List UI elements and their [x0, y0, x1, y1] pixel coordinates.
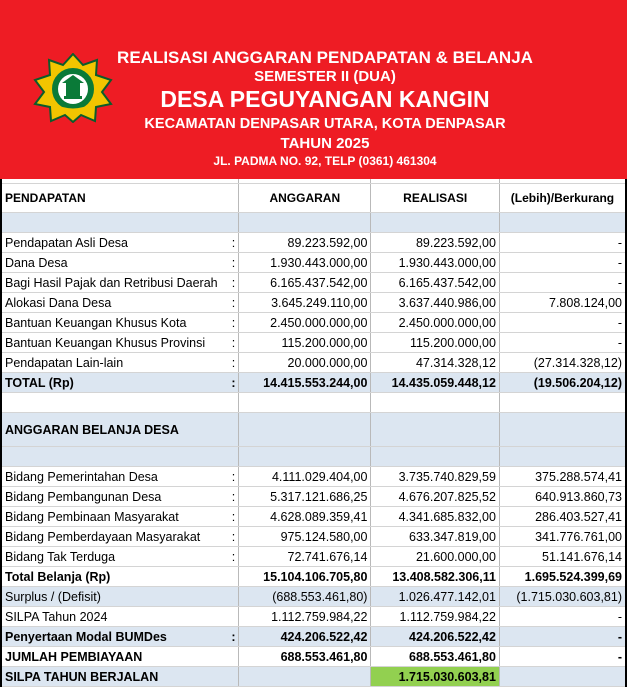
anggaran-value: 89.223.592,00 — [239, 233, 371, 253]
row-colon: : — [229, 253, 239, 273]
row-label: Bantuan Keuangan Khusus Provinsi — [1, 333, 229, 353]
anggaran-value: 1.930.443.000,00 — [239, 253, 371, 273]
realisasi-value: 3.637.440.986,00 — [371, 293, 499, 313]
anggaran-value: 15.104.106.705,80 — [239, 567, 371, 587]
column-header-row — [1, 184, 626, 213]
anggaran-value: 5.317.121.686,25 — [239, 487, 371, 507]
column-header-anggaran: ANGGARAN — [239, 184, 371, 213]
anggaran-value: 20.000.000,00 — [239, 353, 371, 373]
budget-table — [0, 179, 627, 687]
table-row — [1, 253, 626, 273]
belanja-section-title: ANGGARAN BELANJA DESA — [1, 413, 229, 447]
row-colon: : — [229, 233, 239, 253]
anggaran-value: 115.200.000,00 — [239, 333, 371, 353]
spacer-row — [1, 447, 626, 467]
row-colon: : — [229, 293, 239, 313]
anggaran-value: 688.553.461,80 — [239, 647, 371, 667]
selisih-value: (1.715.030.603,81) — [499, 587, 626, 607]
selisih-value: - — [499, 253, 626, 273]
anggaran-value: 975.124.580,00 — [239, 527, 371, 547]
table-row — [1, 507, 626, 527]
row-label: Surplus / (Defisit) — [1, 587, 229, 607]
row-label: Bantuan Keuangan Khusus Kota — [1, 313, 229, 333]
table-row — [1, 567, 626, 587]
row-colon — [229, 667, 239, 687]
realisasi-value: 115.200.000,00 — [371, 333, 499, 353]
realisasi-value: 1.112.759.984,22 — [371, 607, 499, 627]
selisih-value: 7.808.124,00 — [499, 293, 626, 313]
address-line: JL. PADMA NO. 92, TELP (0361) 461304 — [213, 154, 437, 168]
table-row — [1, 333, 626, 353]
realisasi-value: 1.930.443.000,00 — [371, 253, 499, 273]
anggaran-value: 14.415.553.244,00 — [239, 373, 371, 393]
column-header-realisasi: REALISASI — [371, 184, 499, 213]
selisih-value: - — [499, 607, 626, 627]
report-title: REALISASI ANGGARAN PENDAPATAN & BELANJA — [117, 48, 533, 67]
row-label: Alokasi Dana Desa — [1, 293, 229, 313]
selisih-value: 640.913.860,73 — [499, 487, 626, 507]
row-colon: : — [229, 313, 239, 333]
realisasi-value: 4.341.685.832,00 — [371, 507, 499, 527]
row-colon — [229, 567, 239, 587]
table-row — [1, 667, 626, 687]
selisih-value: - — [499, 627, 626, 647]
selisih-value: 341.776.761,00 — [499, 527, 626, 547]
row-label: Pendapatan Asli Desa — [1, 233, 229, 253]
anggaran-value — [239, 667, 371, 687]
anggaran-value: 4.628.089.359,41 — [239, 507, 371, 527]
table-row — [1, 273, 626, 293]
selisih-value: - — [499, 233, 626, 253]
row-label: Bidang Tak Terduga — [1, 547, 229, 567]
table-row — [1, 373, 626, 393]
spacer-row — [1, 213, 626, 233]
table-row — [1, 353, 626, 373]
selisih-value: - — [499, 273, 626, 293]
row-label: Total Belanja (Rp) — [1, 567, 229, 587]
realisasi-value: 424.206.522,42 — [371, 627, 499, 647]
table-row — [1, 487, 626, 507]
row-colon — [229, 607, 239, 627]
table-row — [1, 547, 626, 567]
selisih-value: (19.506.204,12) — [499, 373, 626, 393]
selisih-value: - — [499, 647, 626, 667]
realisasi-value: 4.676.207.825,52 — [371, 487, 499, 507]
selisih-value: 375.288.574,41 — [499, 467, 626, 487]
table-row — [1, 313, 626, 333]
table-row — [1, 293, 626, 313]
anggaran-value: 72.741.676,14 — [239, 547, 371, 567]
realisasi-value: 3.735.740.829,59 — [371, 467, 499, 487]
row-label: SILPA TAHUN BERJALAN — [1, 667, 229, 687]
realisasi-value: 14.435.059.448,12 — [371, 373, 499, 393]
table-row — [1, 467, 626, 487]
row-label: Bidang Pembangunan Desa — [1, 487, 229, 507]
row-label: Bidang Pembinaan Masyarakat — [1, 507, 229, 527]
anggaran-value: 2.450.000.000,00 — [239, 313, 371, 333]
realisasi-value: 1.026.477.142,01 — [371, 587, 499, 607]
table-row — [1, 587, 626, 607]
row-colon: : — [229, 373, 239, 393]
table-row — [1, 527, 626, 547]
belanja-title-row — [1, 413, 626, 447]
realisasi-value: 688.553.461,80 — [371, 647, 499, 667]
row-colon: : — [229, 333, 239, 353]
table-row — [1, 607, 626, 627]
row-colon: : — [229, 273, 239, 293]
selisih-value: 286.403.527,41 — [499, 507, 626, 527]
realisasi-value: 1.715.030.603,81 — [371, 667, 499, 687]
anggaran-value: 4.111.029.404,00 — [239, 467, 371, 487]
row-label: TOTAL (Rp) — [1, 373, 229, 393]
row-label: Bagi Hasil Pajak dan Retribusi Daerah — [1, 273, 229, 293]
row-label: Pendapatan Lain-lain — [1, 353, 229, 373]
row-colon: : — [229, 527, 239, 547]
report-year: TAHUN 2025 — [280, 135, 370, 152]
row-colon: : — [229, 507, 239, 527]
row-colon: : — [229, 547, 239, 567]
row-colon — [229, 587, 239, 607]
selisih-value: 1.695.524.399,69 — [499, 567, 626, 587]
column-header-selisih: (Lebih)/Berkurang — [499, 184, 626, 213]
selisih-value: (27.314.328,12) — [499, 353, 626, 373]
realisasi-value: 2.450.000.000,00 — [371, 313, 499, 333]
realisasi-value: 47.314.328,12 — [371, 353, 499, 373]
anggaran-value: (688.553.461,80) — [239, 587, 371, 607]
row-label: Bidang Pemberdayaan Masyarakat — [1, 527, 229, 547]
realisasi-value: 89.223.592,00 — [371, 233, 499, 253]
anggaran-value: 3.645.249.110,00 — [239, 293, 371, 313]
row-colon: : — [229, 353, 239, 373]
realisasi-value: 13.408.582.306,11 — [371, 567, 499, 587]
anggaran-value: 6.165.437.542,00 — [239, 273, 371, 293]
selisih-value — [499, 667, 626, 687]
row-colon: : — [229, 467, 239, 487]
row-colon: : — [229, 487, 239, 507]
row-label: SILPA Tahun 2024 — [1, 607, 229, 627]
column-header-pendapatan: PENDAPATAN — [1, 184, 229, 213]
row-label: Penyertaan Modal BUMDes — [1, 627, 229, 647]
anggaran-value: 1.112.759.984,22 — [239, 607, 371, 627]
realisasi-value: 21.600.000,00 — [371, 547, 499, 567]
report-header — [0, 0, 627, 179]
selisih-value: - — [499, 313, 626, 333]
realisasi-value: 633.347.819,00 — [371, 527, 499, 547]
row-label: Bidang Pemerintahan Desa — [1, 467, 229, 487]
spacer-row — [1, 393, 626, 413]
selisih-value: 51.141.676,14 — [499, 547, 626, 567]
table-row — [1, 627, 626, 647]
report-period: SEMESTER II (DUA) — [254, 68, 396, 85]
table-row — [1, 233, 626, 253]
selisih-value: - — [499, 333, 626, 353]
realisasi-value: 6.165.437.542,00 — [371, 273, 499, 293]
row-colon: : — [229, 627, 239, 647]
village-name: DESA PEGUYANGAN KANGIN — [160, 86, 490, 112]
row-label: JUMLAH PEMBIAYAAN — [1, 647, 229, 667]
district-name: KECAMATAN DENPASAR UTARA, KOTA DENPASAR — [144, 116, 506, 132]
row-label: Dana Desa — [1, 253, 229, 273]
anggaran-value: 424.206.522,42 — [239, 627, 371, 647]
